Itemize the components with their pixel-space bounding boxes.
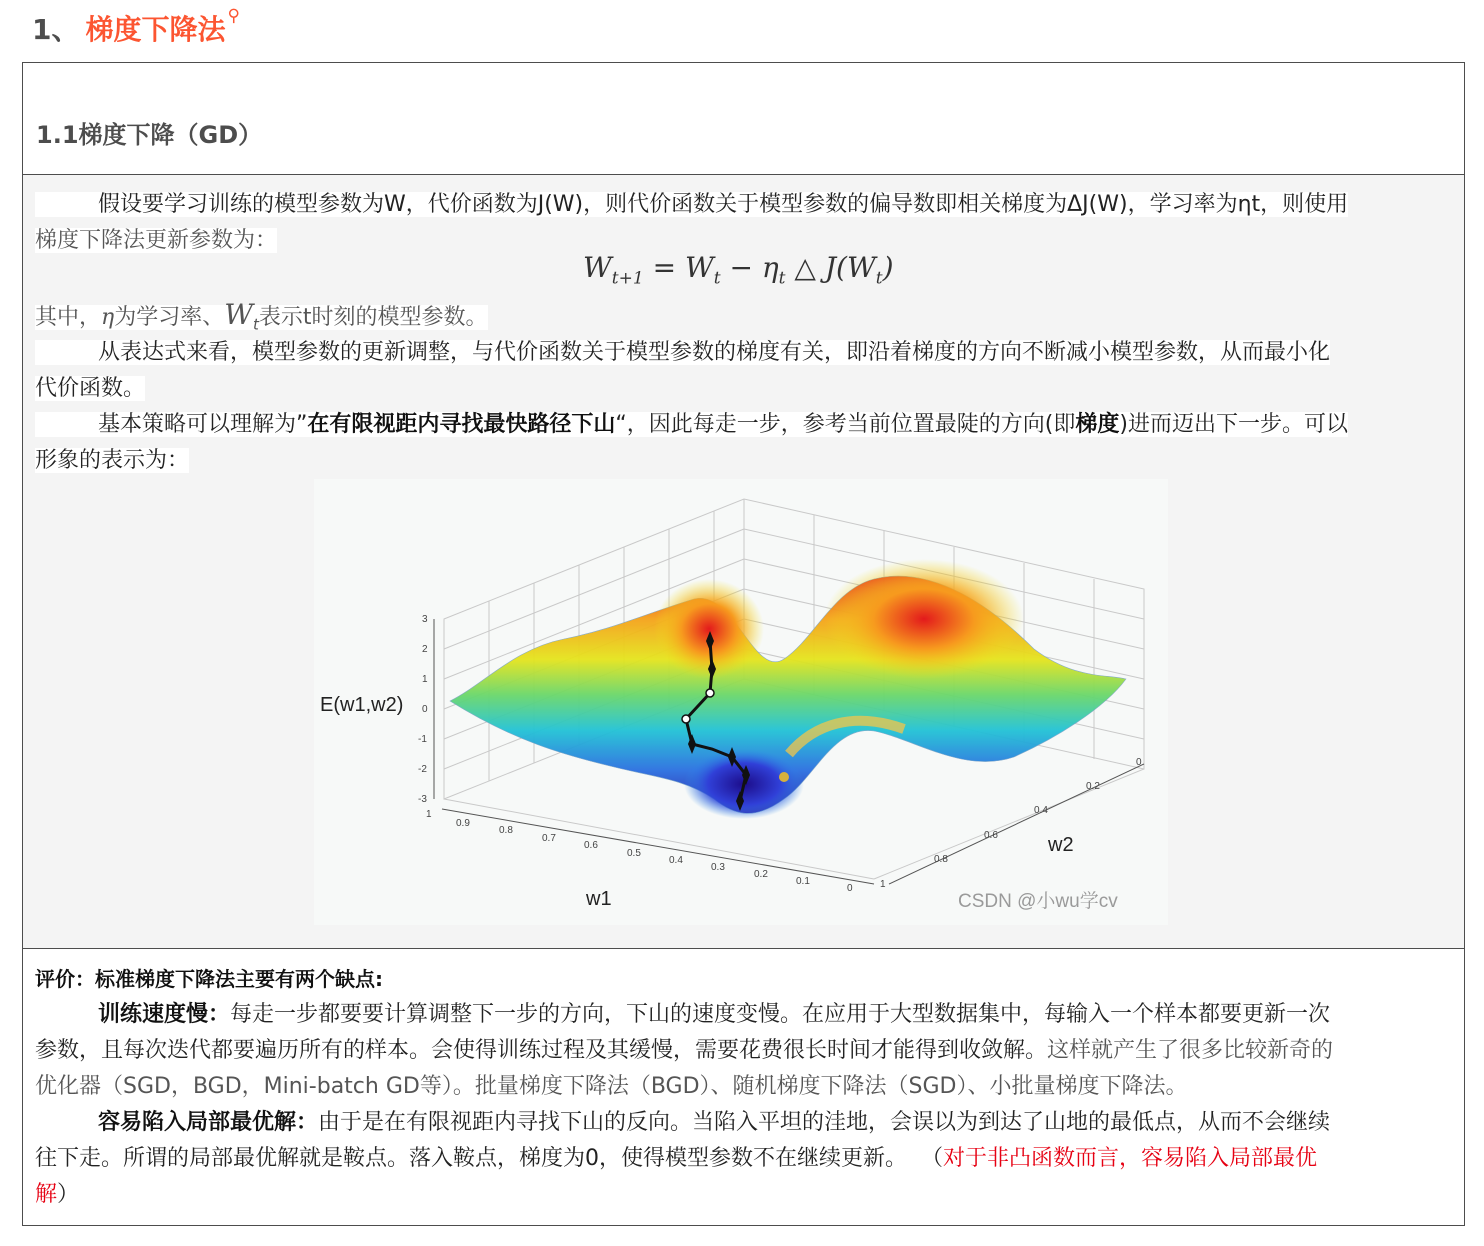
drawback-2-line-1: 容易陷入局部最优解：由于是在有限视距内寻找下山的反向。当陷入平坦的洼地，会误以为到达了山地的最低点，从而不会继续 [97, 1110, 1330, 1135]
svg-text:0.7: 0.7 [542, 833, 556, 844]
z-axis-label: E(w1,w2) [320, 694, 404, 716]
paragraph-1-line-2: 梯度下降法更新参数为： [35, 228, 278, 253]
saddle-point [779, 772, 789, 782]
content-box [22, 174, 1465, 949]
x-axis-label: w1 [586, 888, 612, 910]
svg-text:0.8: 0.8 [499, 825, 513, 836]
svg-text:3: 3 [422, 614, 428, 625]
y-axis-label: w2 [1048, 834, 1074, 856]
search-icon[interactable]: ⚲ [227, 6, 240, 26]
svg-text:0.1: 0.1 [796, 876, 810, 887]
paragraph-3-line-2: 代价函数。 [35, 376, 146, 401]
section-title-box [22, 62, 1465, 175]
drawback-1-line-3: 优化器（SGD，BGD，Mini-batch GD等）。批量梯度下降法（BGD）、随机梯度下降法（SGD）、小批量梯度下降法。 [35, 1074, 1188, 1099]
paragraph-2: 其中，η为学习率、$W_t$表示t时刻的模型参数。 [35, 298, 488, 334]
drawback-1-line-2: 参数，且每次迭代都要遍历所有的样本。会使得训练过程及其缓慢，需要花费很长时间才能得到收敛解。这样就产生了很多比较新奇的 [35, 1038, 1334, 1063]
surface-plot [314, 479, 1168, 925]
svg-text:0.6: 0.6 [984, 830, 998, 841]
evaluation-box [22, 948, 1465, 1226]
paragraph-4-line-2: 形象的表示为： [35, 448, 190, 473]
svg-text:0.3: 0.3 [711, 862, 725, 873]
svg-text:0.9: 0.9 [456, 818, 470, 829]
z-axis-ticks [418, 614, 428, 805]
update-formula: $W_{t+1} = W_t - \eta_t$ △ $J(W_t)$ [583, 251, 894, 289]
svg-text:1: 1 [426, 809, 432, 820]
svg-text:0.8: 0.8 [934, 854, 948, 865]
paragraph-4-line-1: 基本策略可以理解为”在有限视距内寻找最快路径下山“，因此每走一步，参考当前位置最陡的方向(即梯度)进而迈出下一步。可以 [35, 407, 1348, 443]
surface-peak-right [824, 559, 1024, 679]
heading-title-link[interactable]: 梯度下降法 [85, 13, 226, 46]
svg-text:0.2: 0.2 [754, 869, 768, 880]
svg-text:0: 0 [847, 883, 853, 894]
svg-text:1: 1 [880, 879, 886, 890]
drawback-2-line-2: 往下走。所谓的局部最优解就是鞍点。落入鞍点，梯度为0，使得模型参数不在继续更新。 （对于非凸函数而言，容易陷入局部最优 [35, 1146, 1318, 1171]
heading [32, 6, 240, 50]
svg-text:0.6: 0.6 [584, 840, 598, 851]
svg-text:-1: -1 [418, 734, 427, 745]
heading-number: 1、 [32, 13, 80, 46]
watermark: CSDN @小wu学cv [958, 891, 1118, 912]
surface-peak-left [654, 579, 764, 679]
svg-text:1: 1 [422, 674, 428, 685]
svg-text:-3: -3 [418, 794, 427, 805]
svg-text:0: 0 [1136, 757, 1142, 768]
evaluation-title: 评价：标准梯度下降法主要有两个缺点: [35, 967, 383, 991]
paragraph-1-line-1: 假设要学习训练的模型参数为W，代价函数为J(W)，则代价函数关于模型参数的偏导数即相关梯度为ΔJ(W)，学习率为ηt，则使用 [35, 187, 1348, 223]
svg-text:0: 0 [422, 704, 428, 715]
gradient-descent-figure [314, 479, 1168, 925]
svg-text:2: 2 [422, 644, 428, 655]
x-axis-ticks [426, 809, 853, 894]
svg-text:0.2: 0.2 [1086, 781, 1100, 792]
drawback-1-line-1: 训练速度慢：每走一步都要要计算调整下一步的方向，下山的速度变慢。在应用于大型数据集中，每输入一个样本都要更新一次 [97, 1002, 1330, 1027]
svg-text:0.5: 0.5 [627, 848, 641, 859]
svg-text:0.4: 0.4 [669, 855, 683, 866]
section-title: 1.1梯度下降（GD） [36, 121, 263, 149]
svg-text:-2: -2 [418, 764, 427, 775]
paragraph-3-line-1: 从表达式来看，模型参数的更新调整，与代价函数关于模型参数的梯度有关，即沿着梯度的方向不断减小模型参数，从而最小化 [35, 335, 1330, 371]
svg-text:0.4: 0.4 [1034, 805, 1048, 816]
drawback-2-line-3: 解） [35, 1182, 80, 1207]
